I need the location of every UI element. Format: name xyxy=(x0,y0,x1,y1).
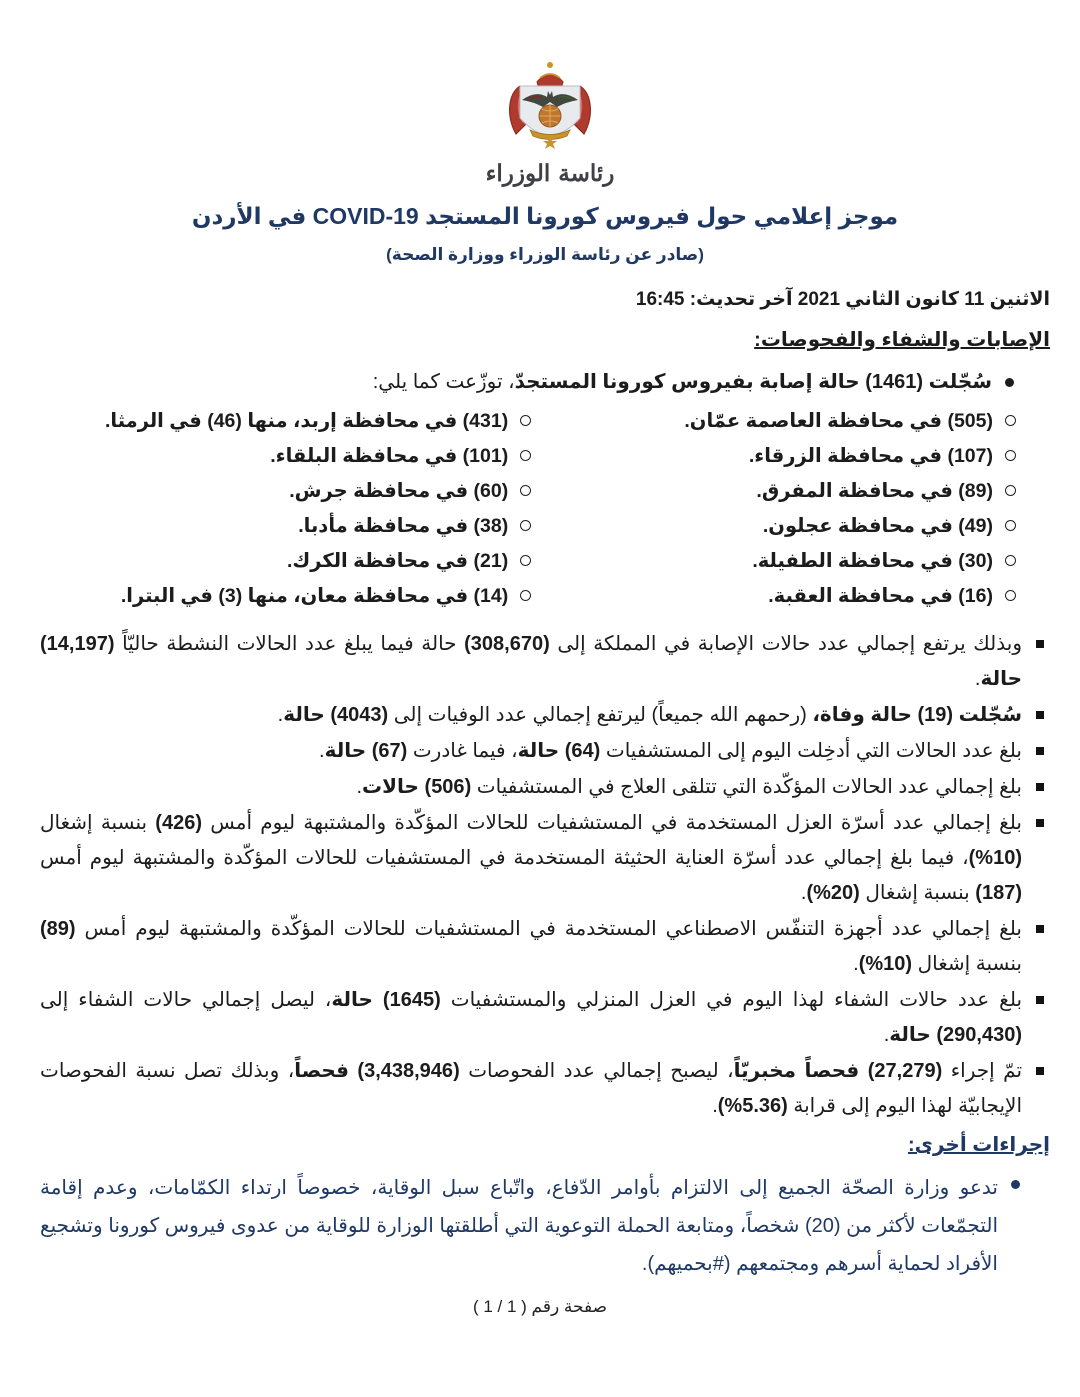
section-heading-other-procedures: إجراءات أخرى: xyxy=(907,1134,1050,1157)
text-segment: (20%) xyxy=(806,882,860,905)
circle-bullet-icon xyxy=(1005,485,1016,496)
text-segment: بنسبة إشغال xyxy=(859,882,976,905)
governorate-text: (14) في محافظة معان، منها (3) في البترا. xyxy=(120,584,509,607)
stat-item xyxy=(40,983,1050,1053)
statistics-list xyxy=(40,627,1050,1124)
governorate-item xyxy=(565,578,1050,613)
document-header xyxy=(40,60,1050,311)
text-segment: بنسبة إشغال xyxy=(40,812,156,835)
governorate-text: (101) في محافظة البلقاء. xyxy=(270,444,509,467)
text-segment: تدعو وزارة الصحّة الجميع إلى الالتزام بأوامر الدّفاع، واتّباع سبل الوقاية، خصوصاً ارتداء الكمّامات، وعدم إقامة التجمّعات لأكثر من (20) شخصاً، ومتابعة الحملة التوعوية التي أطلقتها الوزارة للوقاية من عدوى فيروس كورونا وتشجيع الأفراد لحماية أسرهم ومجتمعهم (#بحميهم). xyxy=(40,1177,999,1276)
governorate-item xyxy=(40,543,565,578)
intro-bullet xyxy=(40,367,1050,397)
governorate-text: (21) في محافظة الكرك. xyxy=(286,549,509,572)
governorate-item xyxy=(40,508,565,543)
text-segment: (14,197) حالة xyxy=(40,633,1022,691)
text-segment: (رحمهم الله جميعاً) ليرتفع إجمالي عدد الوفيات إلى xyxy=(388,704,813,727)
circle-bullet-icon xyxy=(1005,450,1016,461)
stat-text xyxy=(40,698,1022,733)
text-segment: تمّ إجراء xyxy=(942,1060,1023,1083)
text-segment: ، توزّعت كما يلي: xyxy=(372,371,515,394)
text-segment: سُجّلت (1461) حالة إصابة بفيروس كورونا المستجدّ xyxy=(514,371,992,394)
governorate-text: (505) في محافظة العاصمة عمّان. xyxy=(684,409,993,432)
stat-item xyxy=(40,770,1050,805)
text-segment: بلغ عدد الحالات التي أدخِلت اليوم إلى المستشفيات xyxy=(600,740,1022,763)
page-number-footer: صفحة رقم ( 1 / 1 ) xyxy=(472,1297,608,1316)
stat-item xyxy=(40,1054,1050,1124)
text-segment: ، فيما بلغ إجمالي عدد أسرّة العناية الحثيثة المستخدمة في المستشفيات للحالات المؤكّدة والمشتبهة ليوم أمس xyxy=(40,847,969,870)
text-segment: . xyxy=(800,882,807,905)
square-bullet-icon xyxy=(1036,819,1044,827)
text-segment: . xyxy=(883,1024,890,1047)
stat-text xyxy=(40,627,1022,697)
text-segment: (506) حالات xyxy=(362,776,472,799)
text-segment: (308,670) xyxy=(464,633,550,656)
stat-item xyxy=(40,734,1050,769)
text-segment: بلغ إجمالي عدد الحالات المؤكّدة التي تتلقى العلاج في المستشفيات xyxy=(471,776,1022,799)
text-segment: (426) xyxy=(155,812,203,835)
governorate-text: (431) في محافظة إربد، منها (46) في الرمثا. xyxy=(104,409,509,432)
stat-item xyxy=(40,627,1050,697)
logo-calligraphy: رئاسة الوزراء xyxy=(485,160,615,187)
governorate-text: (49) في محافظة عجلون. xyxy=(762,514,993,537)
other-procedures-text xyxy=(40,1169,998,1283)
circle-bullet-icon xyxy=(1005,415,1016,426)
document-body xyxy=(40,327,1050,1283)
stat-text xyxy=(40,1054,1022,1124)
stat-text xyxy=(40,770,1022,805)
text-segment: (27,279) فحصاً مخبريّاً xyxy=(733,1060,943,1083)
square-bullet-icon xyxy=(1036,640,1044,648)
jordan-coat-of-arms-icon xyxy=(490,60,610,158)
circle-bullet-icon xyxy=(520,520,531,531)
square-bullet-icon xyxy=(1036,747,1044,755)
stat-text xyxy=(40,806,1022,911)
circle-bullet-icon xyxy=(1005,590,1016,601)
text-segment: ، فيما غادرت xyxy=(407,740,518,763)
text-segment: (5.36%) xyxy=(717,1095,788,1118)
text-segment: بلغ إجمالي عدد أسرّة العزل المستخدمة في المستشفيات للحالات المؤكّدة والمشتبهة ليوم أمس xyxy=(202,812,1022,835)
governorate-item xyxy=(565,508,1050,543)
text-segment: (1645) حالة xyxy=(331,989,441,1012)
governorate-item xyxy=(40,403,565,438)
governorate-text: (16) في محافظة العقبة. xyxy=(768,584,993,607)
governorate-text: (60) في محافظة جرش. xyxy=(289,479,509,502)
stat-item xyxy=(40,912,1050,982)
section-heading-infections: الإصابات والشفاء والفحوصات: xyxy=(754,329,1050,352)
text-segment: بلغ إجمالي عدد أجهزة التنفّس الاصطناعي المستخدمة في المستشفيات للحالات المؤكّدة والمشتبهة ليوم أمس xyxy=(75,918,1022,941)
intro-text xyxy=(40,367,992,397)
other-procedures-bullet xyxy=(40,1169,1050,1283)
circle-bullet-icon xyxy=(1005,520,1016,531)
governorate-item xyxy=(565,403,1050,438)
stat-text xyxy=(40,983,1022,1053)
circle-bullet-icon xyxy=(520,415,531,426)
text-segment: سُجّلت (19) حالة وفاة، xyxy=(812,704,1022,727)
stat-item xyxy=(40,806,1050,911)
circle-bullet-icon xyxy=(1005,555,1016,566)
governorate-item xyxy=(565,473,1050,508)
text-segment: (4043) حالة xyxy=(283,704,389,727)
square-bullet-icon xyxy=(1036,1067,1044,1075)
governorate-text: (30) في محافظة الطفيلة. xyxy=(752,549,993,572)
circle-bullet-icon xyxy=(520,450,531,461)
text-segment: وبذلك يرتفع إجمالي عدد حالات الإصابة في المملكة إلى xyxy=(549,633,1022,656)
governorates-column-left xyxy=(40,403,565,613)
governorate-text: (38) في محافظة مأدبا. xyxy=(298,514,509,537)
text-segment: حالة فيما يبلغ عدد الحالات النشطة حاليّاً xyxy=(114,633,465,656)
governorates-list xyxy=(40,403,1050,613)
text-segment: (89) xyxy=(40,918,76,941)
date-line: الاثنين 11 كانون الثاني 2021 آخر تحديث: 16:45 xyxy=(635,289,1050,311)
page-subtitle: (صادر عن رئاسة الوزراء ووزارة الصحة) xyxy=(386,245,704,265)
text-segment: . xyxy=(974,668,981,691)
circle-bullet-icon xyxy=(520,555,531,566)
governorate-item xyxy=(40,578,565,613)
square-bullet-icon xyxy=(1036,711,1044,719)
governorate-text: (89) في محافظة المفرق. xyxy=(756,479,993,502)
text-segment: بنسبة إشغال xyxy=(912,953,1022,976)
governorate-item xyxy=(565,438,1050,473)
text-segment: بلغ عدد حالات الشفاء لهذا اليوم في العزل المنزلي والمستشفيات xyxy=(440,989,1023,1012)
stat-text xyxy=(40,912,1022,982)
text-segment: . xyxy=(277,704,284,727)
governorate-item xyxy=(40,438,565,473)
governorate-text: (107) في محافظة الزرقاء. xyxy=(748,444,993,467)
governorates-column-right xyxy=(565,403,1050,613)
text-segment: ، وبذلك تصل نسبة الفحوصات الإيجابيّة لهذا اليوم إلى قرابة xyxy=(40,1060,1022,1118)
stat-text xyxy=(40,734,1022,769)
circle-bullet-icon xyxy=(520,485,531,496)
text-segment: (187) xyxy=(975,882,1022,905)
text-segment: (3,438,946) فحصاً xyxy=(294,1060,460,1083)
logo-block xyxy=(50,60,1050,187)
disc-bullet-icon xyxy=(1005,378,1014,387)
square-bullet-icon xyxy=(1036,783,1044,791)
governorate-item xyxy=(565,543,1050,578)
text-segment: (64) حالة xyxy=(517,740,601,763)
square-bullet-icon xyxy=(1036,996,1044,1004)
text-segment: (67) حالة xyxy=(324,740,408,763)
square-bullet-icon xyxy=(1036,925,1044,933)
text-segment: . xyxy=(356,776,363,799)
text-segment: ، ليصل إجمالي حالات الشفاء إلى xyxy=(40,989,332,1012)
text-segment: . xyxy=(712,1095,718,1118)
text-segment: (10%) xyxy=(968,847,1022,870)
governorate-item xyxy=(40,473,565,508)
text-segment: ، ليصبح إجمالي عدد الفحوصات xyxy=(459,1060,734,1083)
circle-bullet-icon xyxy=(520,590,531,601)
disc-bullet-icon xyxy=(1011,1180,1020,1189)
page-title: موجز إعلامي حول فيروس كورونا المستجد COVID-19 في الأردن xyxy=(191,203,899,229)
stat-item xyxy=(40,698,1050,733)
text-segment: (10%) xyxy=(858,953,913,976)
text-segment: . xyxy=(853,953,859,976)
text-segment: (290,430) حالة xyxy=(889,1024,1022,1047)
text-segment: . xyxy=(319,740,325,763)
